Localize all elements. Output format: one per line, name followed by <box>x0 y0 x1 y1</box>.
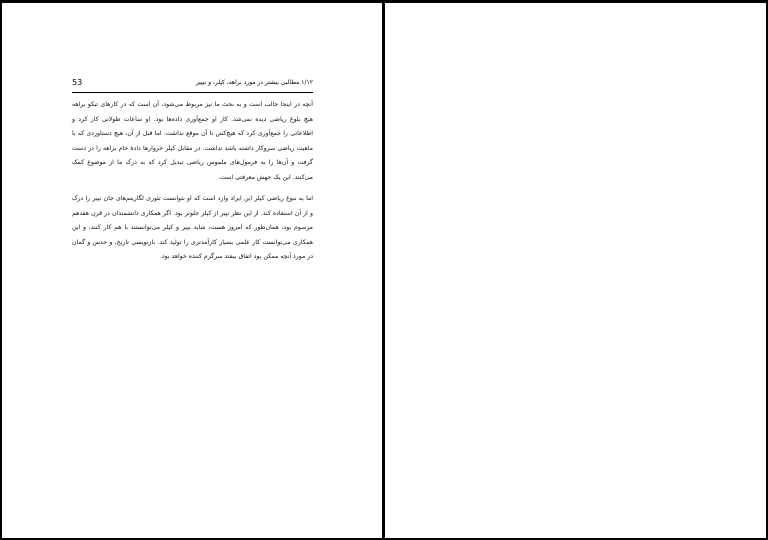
right-page-blank <box>385 3 766 538</box>
paragraph-2: اما به نبوغ ریاضی کپلر این ایراد وارد است که او نتوانست تئوری لگاریتم‌های جان نپیر را درک و از آن استفاده کند. از این نظر نپیر از کپلر جلوتر بود. اگر همکاری دانشمندان در قرن هفدهم مرسوم بود، همان‌طور که امروز هست، شاید نپیر و کپلر می‌توانستند با هم کار کنند، و این همکاری می‌توانست کار علمی بسیار کارآمدتری را تولید کند. بازنویسی تاریخ، و حدس و گمان در مورد آنچه ممکن بود اتفاق بیفتد سرگرم کننده خواهد بود. <box>72 195 313 260</box>
running-title: ۱/۱۲ مطالبی بیشتر در مورد براهه، کپلر، و نیپیر <box>195 79 313 86</box>
paragraph-1: آنچه در اینجا جالب است و به بحث ما نیز مربوط می‌شود، آن است که در کارهای تیکو براهه هیچ بلوغ ریاضی دیده نمی‌شد. کار او جمع‌آوری داده‌ها بود. او ساعات طولانی کار کرد و اطلاعاتی را جمع‌آوری کرد که هیچ‌کس تا آن موقع نداشت. اما قبل از آن، هیچ دستاوردی که با ماهیت ریاضی سروکار داشته باشد نداشت. در مقابل کپلر خروارها دادهٔ خام براهه را در دست گرفت و آن‌ها را به فرمول‌های ملموس ریاضی تبدیل کرد که به درک ما از موضوع کمک می‌کنند. این یک جهش معرفتی است. <box>72 101 313 181</box>
frame-left-border <box>0 0 2 540</box>
page-number: 53 <box>72 78 83 87</box>
running-header <box>72 78 313 93</box>
body-text <box>72 98 313 272</box>
